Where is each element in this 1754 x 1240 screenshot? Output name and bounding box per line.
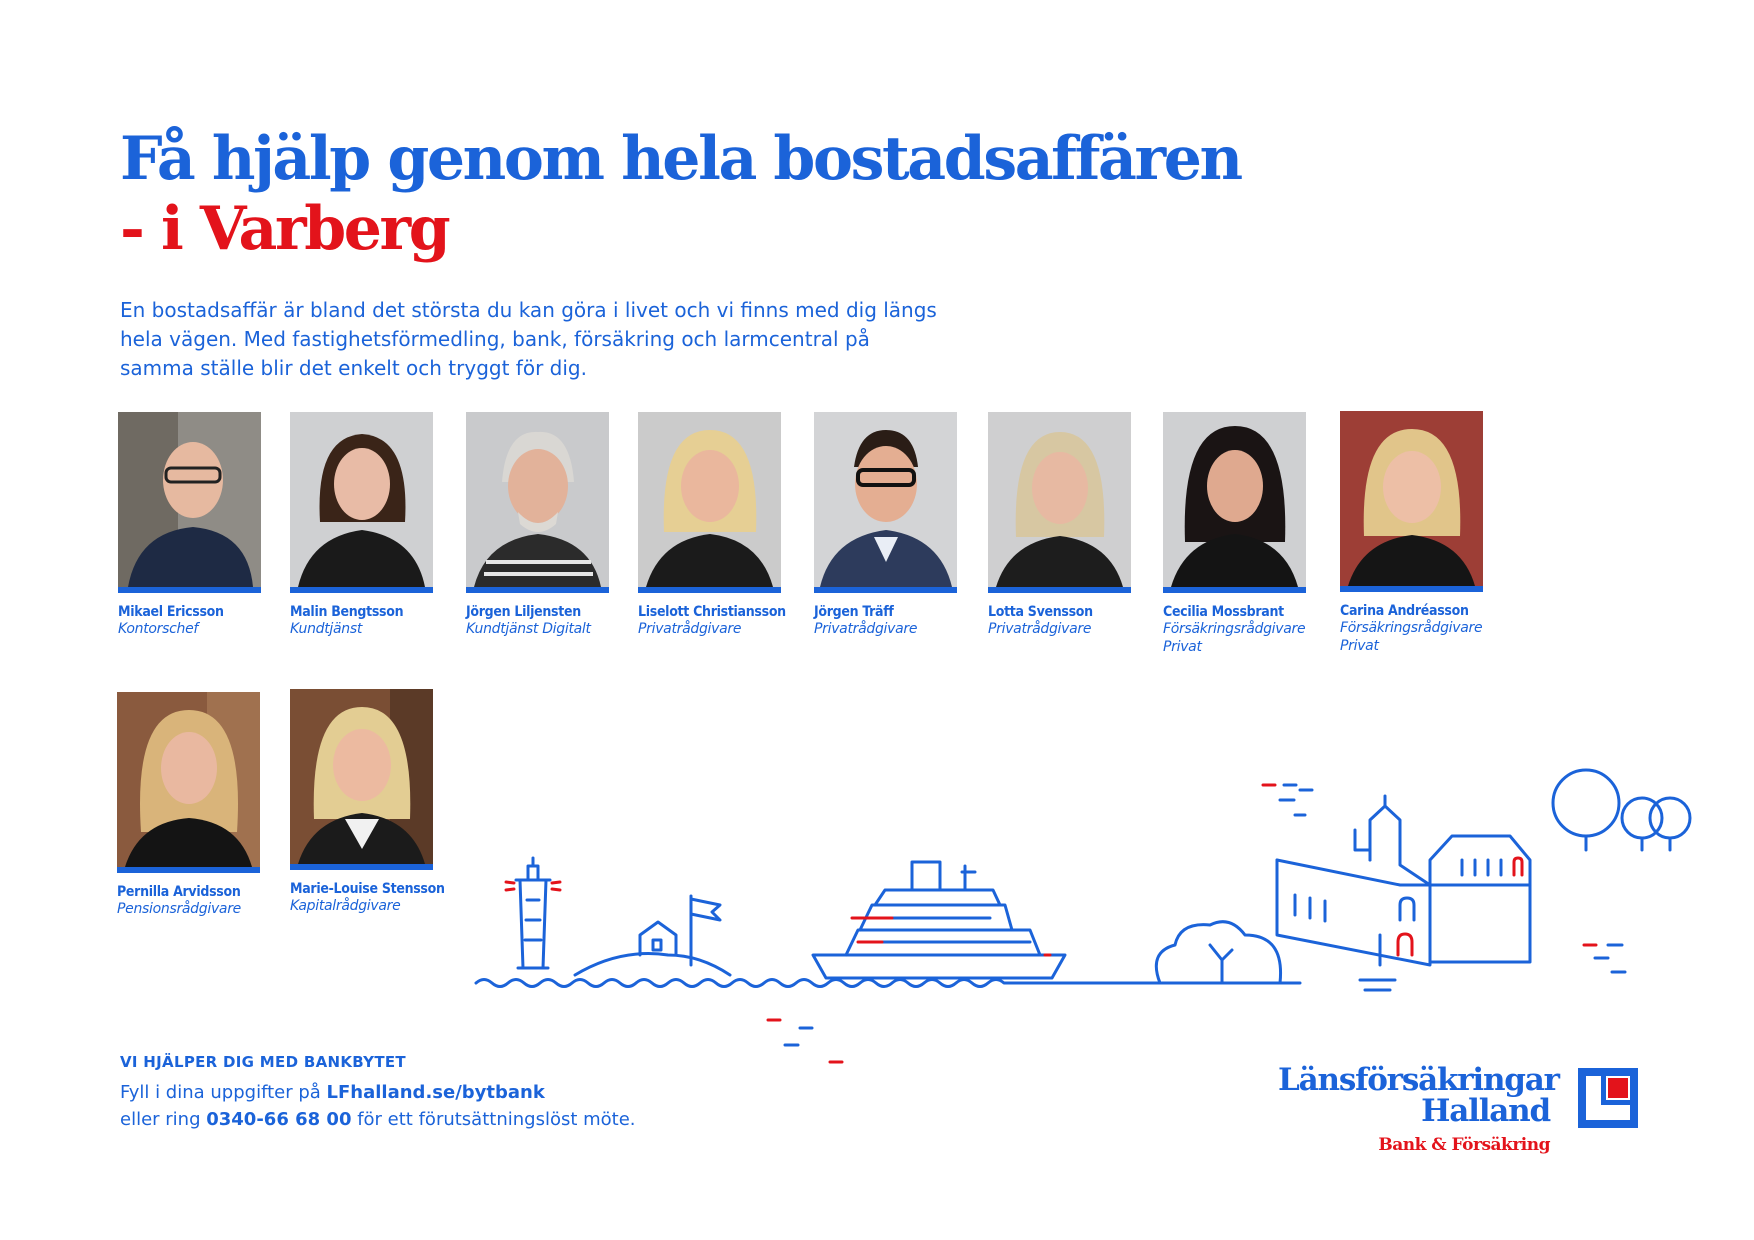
castle-icon	[1277, 796, 1530, 990]
staff-name: Cecilia Mossbrant	[1163, 604, 1284, 620]
staff-name: Malin Bengtsson	[290, 604, 404, 620]
staff-role-secondary: Privat	[1340, 638, 1379, 654]
staff-name: Jörgen Liljensten	[466, 604, 581, 620]
staff-role: Kundtjänst Digitalt	[466, 621, 591, 637]
headline-line-2: - i Varberg	[120, 194, 449, 264]
ferry-icon	[813, 862, 1065, 978]
cta-line-1-prefix: Fyll i dina uppgifter på	[120, 1082, 327, 1103]
cta-line-1	[120, 1079, 636, 1106]
bush-icon	[1156, 922, 1280, 983]
staff-name: Mikael Ericsson	[118, 604, 224, 620]
staff-role: Privatrådgivare	[988, 621, 1092, 637]
island-icon	[575, 954, 730, 975]
bank-switch-info	[120, 1053, 636, 1133]
logo-mark-icon	[1578, 1068, 1638, 1128]
staff-name: Liselott Christiansson	[638, 604, 786, 620]
headline-line-1: Få hjälp genom hela bostadsaffären	[120, 124, 1241, 194]
staff-role: Försäkringsrådgivare	[1163, 621, 1306, 637]
lighthouse-icon	[516, 858, 550, 968]
staff-role: Kontorschef	[118, 621, 199, 637]
staff-role: Privatrådgivare	[814, 621, 918, 637]
cta-line-2	[120, 1106, 636, 1133]
intro-paragraph: En bostadsaffär är bland det största du kan göra i livet och vi finns med dig längs hela vägen. Med fastighetsförmedling, bank, försäkring och larmcentral på samma ställe blir det enkelt och tryggt för dig.	[120, 298, 937, 380]
staff-role: Kapitalrådgivare	[290, 898, 401, 914]
staff-role: Pensionsrådgivare	[117, 901, 241, 917]
staff-name: Carina Andréasson	[1340, 603, 1469, 619]
staff-role: Försäkringsrådgivare	[1340, 620, 1483, 636]
staff-name: Marie-Louise Stensson	[290, 881, 445, 897]
staff-name: Jörgen Träff	[814, 604, 894, 620]
staff-name: Lotta Svensson	[988, 604, 1093, 620]
cta-line-2-prefix: eller ring	[120, 1109, 207, 1130]
house-icon	[640, 922, 676, 955]
flag-icon	[691, 896, 720, 965]
staff-role-secondary: Privat	[1163, 639, 1202, 655]
logo-line-1: Länsförsäkringar	[1278, 1062, 1559, 1098]
cta-line-2-suffix: för ett förutsättningslöst möte.	[351, 1109, 636, 1130]
cta-title: VI HJÄLPER DIG MED BANKBYTET	[120, 1053, 406, 1071]
trees-icon	[1553, 770, 1690, 850]
website-link[interactable]: LFhalland.se/bytbank	[326, 1082, 545, 1103]
staff-name: Pernilla Arvidsson	[117, 884, 241, 900]
logo-tagline: Bank & Försäkring	[1378, 1135, 1550, 1155]
phone-number[interactable]: 0340-66 68 00	[206, 1109, 352, 1130]
staff-role: Privatrådgivare	[638, 621, 742, 637]
logo-line-2: Halland	[1421, 1093, 1550, 1129]
staff-role: Kundtjänst	[290, 621, 363, 637]
